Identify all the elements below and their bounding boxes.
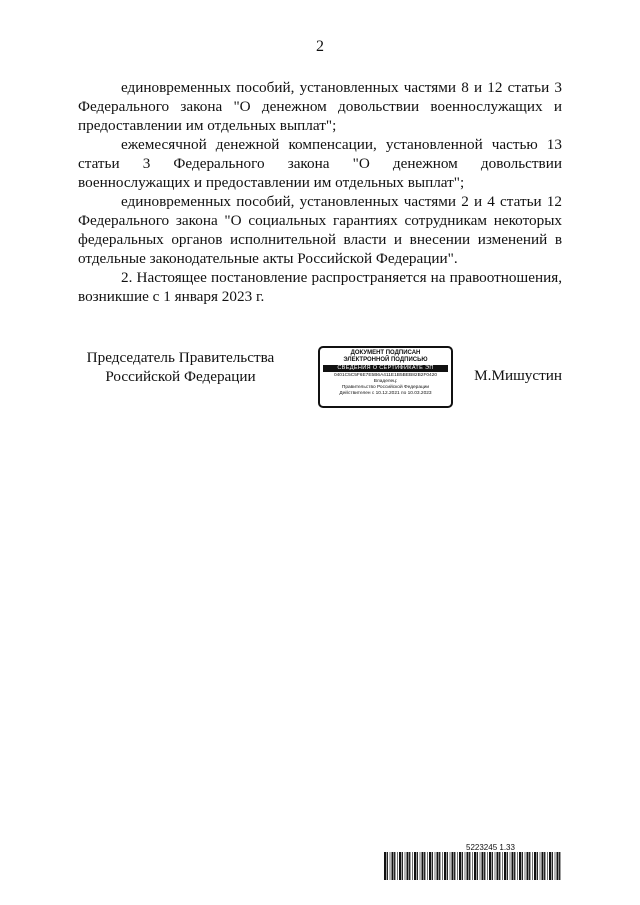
barcode-bar <box>495 852 496 880</box>
barcode-icon <box>384 852 564 880</box>
barcode-bar <box>427 852 428 880</box>
stamp-owner-label: Владелец: <box>373 379 398 384</box>
barcode-bar <box>420 852 421 880</box>
barcode-bar <box>482 852 484 880</box>
stamp-header: СВЕДЕНИЯ О СЕРТИФИКАТЕ ЭП <box>323 365 448 372</box>
barcode-bar <box>397 852 398 880</box>
barcode-bar <box>459 852 461 880</box>
document-body <box>78 78 562 306</box>
barcode-bar <box>394 852 395 880</box>
barcode-bar <box>429 852 431 880</box>
barcode-bar <box>540 852 541 880</box>
barcode-bar <box>387 852 388 880</box>
barcode-bar <box>534 852 536 880</box>
barcode-bar <box>452 852 454 880</box>
paragraph: ежемесячной денежной компенсации, установленной частью 13 статьи 3 Федерального закона "О денежном довольствии военнослужащих и предоставлении им отдельных выплат"; <box>78 136 562 191</box>
barcode-bar <box>450 852 451 880</box>
barcode-bar <box>444 852 446 880</box>
barcode-bar <box>454 852 455 880</box>
barcode-bar <box>510 852 511 880</box>
barcode-bar <box>544 852 545 880</box>
barcode-bar <box>484 852 485 880</box>
barcode-bar <box>532 852 533 880</box>
barcode-bar <box>480 852 481 880</box>
barcode-bar <box>547 852 548 880</box>
barcode-bar <box>422 852 424 880</box>
stamp-validity: Действителен с 10.12.2021 по 10.03.2023 <box>339 391 432 396</box>
barcode-bar <box>559 852 560 880</box>
barcode-bar <box>557 852 559 880</box>
barcode-bar <box>549 852 551 880</box>
barcode-bar <box>502 852 503 880</box>
barcode-bar <box>405 852 406 880</box>
barcode-bar <box>414 852 416 880</box>
barcode-bar <box>529 852 530 880</box>
barcode-bar <box>537 852 538 880</box>
barcode-bar <box>399 852 401 880</box>
barcode-bar <box>407 852 409 880</box>
barcode-bar <box>487 852 488 880</box>
barcode-bar <box>465 852 466 880</box>
barcode-bar <box>507 852 508 880</box>
signatory-name: М.Мишустин <box>474 367 562 384</box>
barcode-bar <box>542 852 544 880</box>
barcode-bar <box>492 852 493 880</box>
barcode-id: 5223245 1.33 <box>466 843 515 852</box>
barcode-bar <box>467 852 469 880</box>
barcode-bar <box>469 852 470 880</box>
barcode-bar <box>412 852 413 880</box>
signatory-position-line1: Председатель Правительства <box>86 349 275 366</box>
barcode-bar <box>474 852 476 880</box>
barcode-bar <box>552 852 553 880</box>
barcode-bar <box>525 852 526 880</box>
paragraph: единовременных пособий, установленных частями 2 и 4 статьи 12 Федерального закона "О социальных гарантиях сотрудникам некоторых федеральных органов исполнительной власти и внесении изменений в отдельные законодательные акты Российской Федерации". <box>78 193 562 267</box>
barcode-bar <box>457 852 458 880</box>
stamp-owner: Правительство Российской Федерации <box>341 385 430 390</box>
stamp-serial: 0401C5C5F6E7E5B6A411E1B5BEB82B2F0420 <box>333 373 438 378</box>
page-number: 2 <box>316 38 324 55</box>
barcode-bar <box>442 852 443 880</box>
barcode-bar <box>439 852 440 880</box>
barcode-bar <box>555 852 556 880</box>
barcode-bar <box>489 852 491 880</box>
barcode-bar <box>392 852 394 880</box>
barcode-bar <box>462 852 463 880</box>
stamp-line1: ДОКУМЕНТ ПОДПИСАН <box>350 350 421 356</box>
barcode-bar <box>517 852 518 880</box>
barcode-bar <box>499 852 500 880</box>
barcode-bar <box>504 852 506 880</box>
paragraph: 2. Настоящее постановление распространяется на правоотношения, возникшие с 1 января 2023 г. <box>78 269 562 305</box>
electronic-signature-stamp <box>318 346 453 408</box>
barcode-bar <box>437 852 439 880</box>
barcode-bar <box>409 852 410 880</box>
barcode-bar <box>477 852 478 880</box>
barcode-bar <box>435 852 436 880</box>
barcode-bar <box>512 852 514 880</box>
barcode-bar <box>390 852 391 880</box>
barcode-bar <box>527 852 529 880</box>
paragraph: единовременных пособий, установленных частями 8 и 12 статьи 3 Федерального закона "О денежном довольствии военнослужащих и предоставлении им отдельных выплат"; <box>78 79 562 134</box>
barcode-bar <box>472 852 473 880</box>
barcode-bar <box>424 852 425 880</box>
barcode-bar <box>519 852 521 880</box>
barcode-bar <box>432 852 433 880</box>
barcode-bar <box>522 852 523 880</box>
barcode-bar <box>402 852 403 880</box>
barcode-bar <box>447 852 448 880</box>
signatory-position-line2: Российской Федерации <box>105 368 256 385</box>
barcode-bar <box>497 852 499 880</box>
barcode-bar <box>384 852 386 880</box>
signatory-position <box>78 348 283 386</box>
barcode-bar <box>514 852 515 880</box>
stamp-line2: ЭЛЕКТРОННОЙ ПОДПИСЬЮ <box>343 357 428 363</box>
barcode-bar <box>417 852 418 880</box>
